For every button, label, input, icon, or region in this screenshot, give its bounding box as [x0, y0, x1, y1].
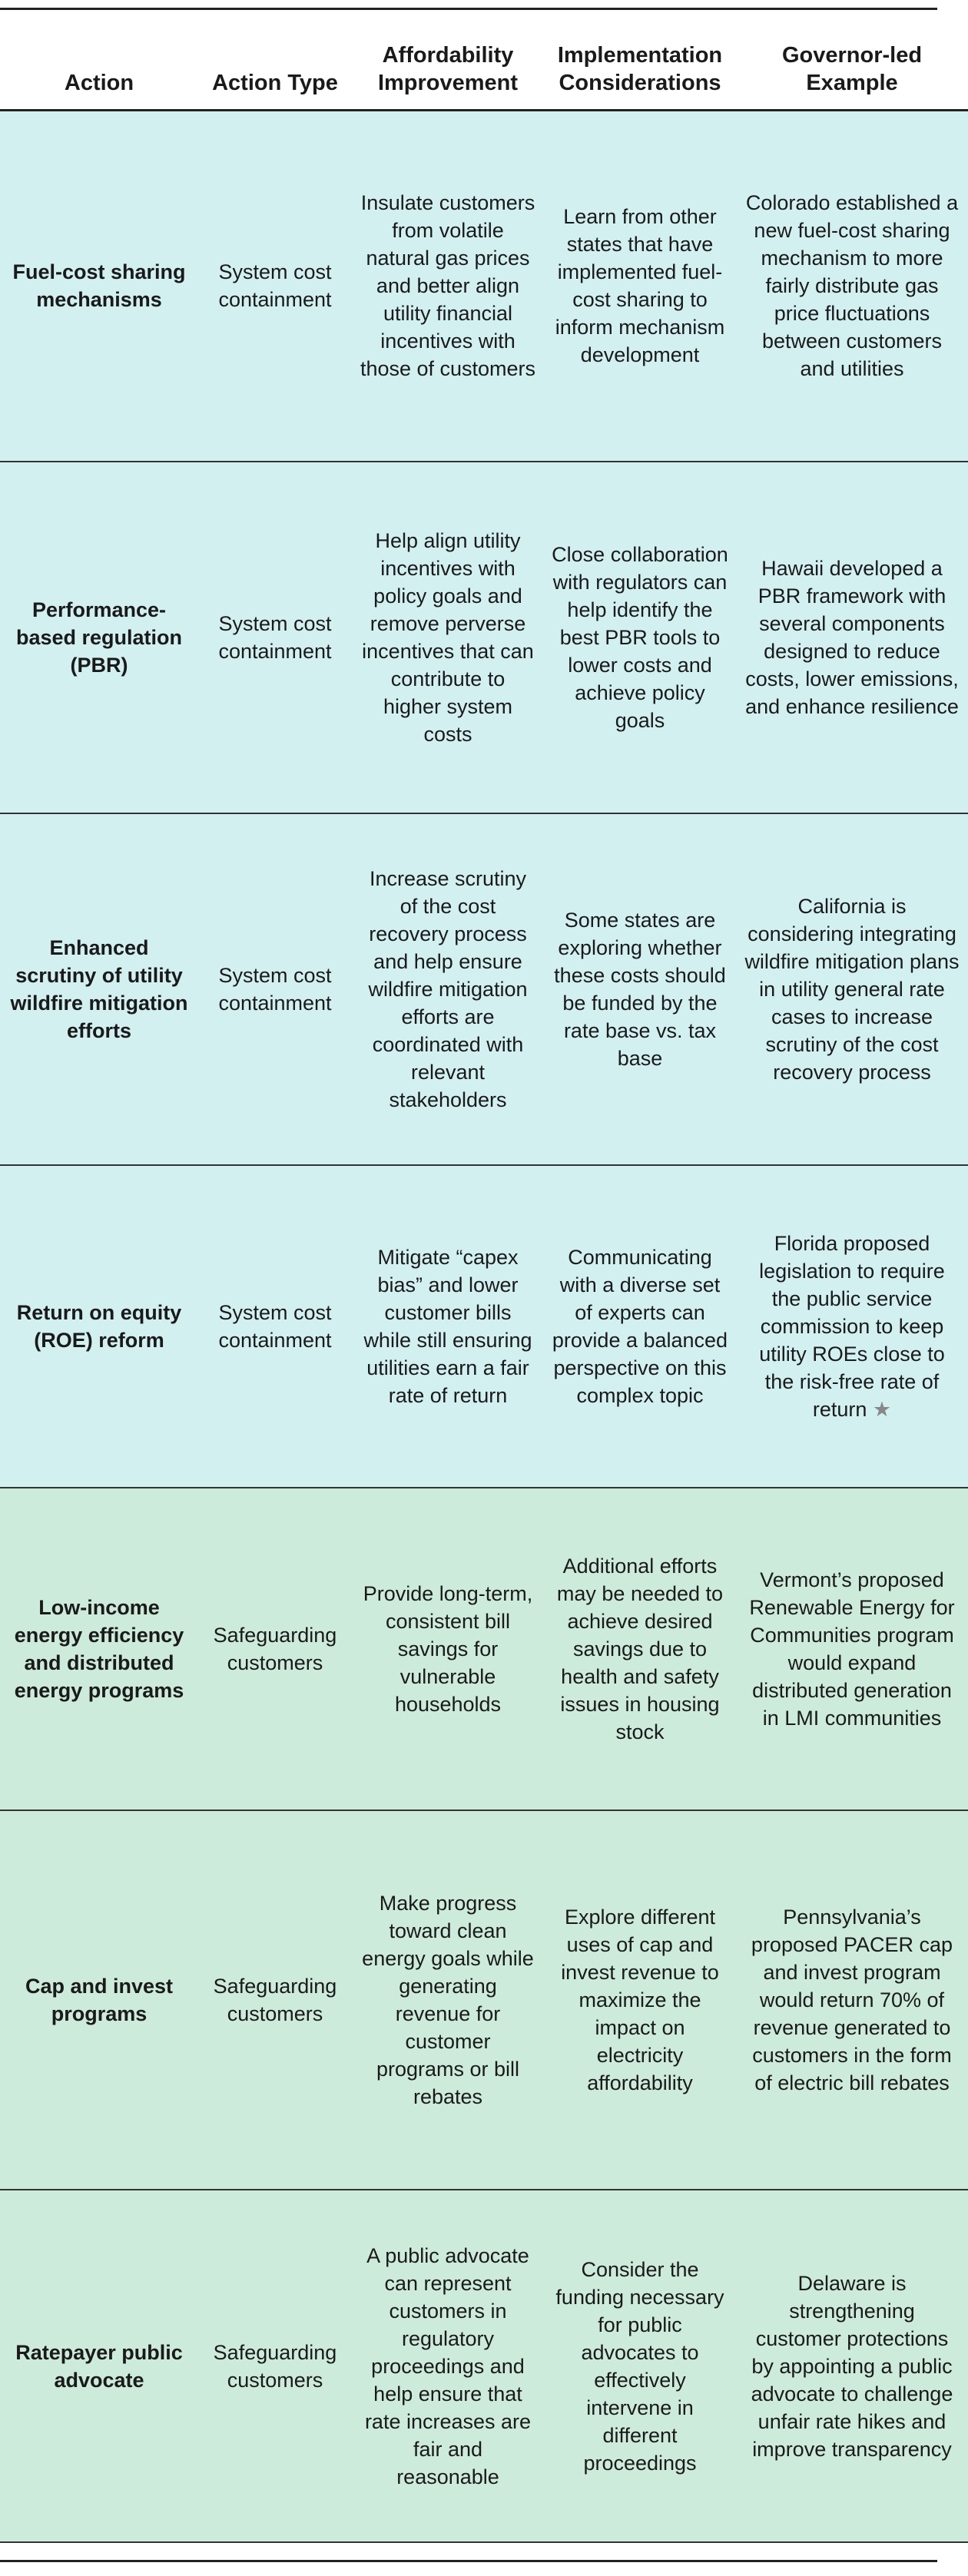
example-text: Hawaii developed a PBR framework with several components designed to reduce costs, lower emissions, and enhance resilience: [745, 557, 959, 718]
cell-action-type: Safeguarding customers: [198, 1488, 352, 1810]
table-row: [0, 2190, 968, 2542]
cell-considerations: Learn from other states that have implemented fuel-cost sharing to inform mechanism development: [544, 110, 736, 462]
header-action-type: Action Type: [198, 10, 352, 110]
example-text: Colorado established a new fuel-cost sharing mechanism to more fairly distribute gas price fluctuations between customers and utilities: [745, 191, 959, 381]
cell-action-type: Safeguarding customers: [198, 2190, 352, 2542]
header-action: Action: [0, 10, 198, 110]
cell-action: Enhanced scrutiny of utility wildfire mitigation efforts: [0, 813, 198, 1165]
cell-considerations: Additional efforts may be needed to achieve desired savings due to health and safety issues in housing stock: [544, 1488, 736, 1810]
cell-action-type: System cost containment: [198, 110, 352, 462]
cell-action: Low-income energy efficiency and distributed energy programs: [0, 1488, 198, 1810]
table-row: [0, 1810, 968, 2190]
example-text: Florida proposed legislation to require the public service commission to keep utility ROEs close to the risk-free rate of return: [759, 1232, 945, 1421]
cell-considerations: Close collaboration with regulators can help identify the best PBR tools to lower costs and achieve policy goals: [544, 462, 736, 813]
header-governor-led-example: Governor-led Example: [736, 10, 968, 110]
cell-action: Performance-based regulation (PBR): [0, 462, 198, 813]
cell-example: [736, 462, 968, 813]
cell-improvement: Make progress toward clean energy goals while generating revenue for customer programs or bill rebates: [352, 1810, 544, 2190]
table-row: [0, 1488, 968, 1810]
cell-improvement: A public advocate can represent customers in regulatory proceedings and help ensure that rate increases are fair and reasonable: [352, 2190, 544, 2542]
cell-considerations: Communicating with a diverse set of experts can provide a balanced perspective on this complex topic: [544, 1165, 736, 1488]
cell-improvement: Provide long-term, consistent bill savings for vulnerable households: [352, 1488, 544, 1810]
cell-improvement: Mitigate “capex bias” and lower customer bills while still ensuring utilities earn a fair rate of return: [352, 1165, 544, 1488]
cell-action-type: System cost containment: [198, 462, 352, 813]
cell-considerations: Some states are exploring whether these costs should be funded by the rate base vs. tax base: [544, 813, 736, 1165]
cell-considerations: Consider the funding necessary for public advocates to effectively intervene in different proceedings: [544, 2190, 736, 2542]
table-row: [0, 813, 968, 1165]
example-text: Vermont’s proposed Renewable Energy for Communities program would expand distributed generation in LMI communities: [749, 1568, 955, 1730]
example-text: Pennsylvania’s proposed PACER cap and invest program would return 70% of revenue generated to customers in the form of electric bill rebates: [751, 1906, 953, 2094]
cell-improvement: Increase scrutiny of the cost recovery process and help ensure wildfire mitigation efforts are coordinated with relevant stakeholders: [352, 813, 544, 1165]
cell-action-type: Safeguarding customers: [198, 1810, 352, 2190]
header-implementation-considerations: Implementation Considerations: [544, 10, 736, 110]
star-icon: ★: [872, 1398, 892, 1421]
table-row: [0, 110, 968, 462]
cell-example: [736, 110, 968, 462]
cell-action-type: System cost containment: [198, 1165, 352, 1488]
cell-example: [736, 813, 968, 1165]
table-row: [0, 462, 968, 813]
header-affordability-improvement: Affordability Improvement: [352, 10, 544, 110]
cell-action: Return on equity (ROE) reform: [0, 1165, 198, 1488]
cell-example: [736, 2190, 968, 2542]
cell-action: Fuel-cost sharing mechanisms: [0, 110, 198, 462]
table-row: [0, 1165, 968, 1488]
cell-improvement: Insulate customers from volatile natural gas prices and better align utility financial incentives with those of customers: [352, 110, 544, 462]
affordability-actions-table: [0, 10, 968, 2543]
example-text: California is considering integrating wildfire mitigation plans in utility general rate cases to increase scrutiny of the cost recovery process: [744, 895, 960, 1084]
bottom-rule: [0, 2560, 937, 2562]
cell-action-type: System cost containment: [198, 813, 352, 1165]
header-row: [0, 10, 968, 110]
cell-example: [736, 1165, 968, 1488]
cell-improvement: Help align utility incentives with policy goals and remove perverse incentives that can contribute to higher system costs: [352, 462, 544, 813]
cell-example: [736, 1810, 968, 2190]
cell-action: Ratepayer public advocate: [0, 2190, 198, 2542]
cell-example: [736, 1488, 968, 1810]
cell-considerations: Explore different uses of cap and invest revenue to maximize the impact on electricity affordability: [544, 1810, 736, 2190]
example-text: Delaware is strengthening customer protections by appointing a public advocate to challenge unfair rate hikes and improve transparency: [751, 2271, 953, 2461]
cell-action: Cap and invest programs: [0, 1810, 198, 2190]
